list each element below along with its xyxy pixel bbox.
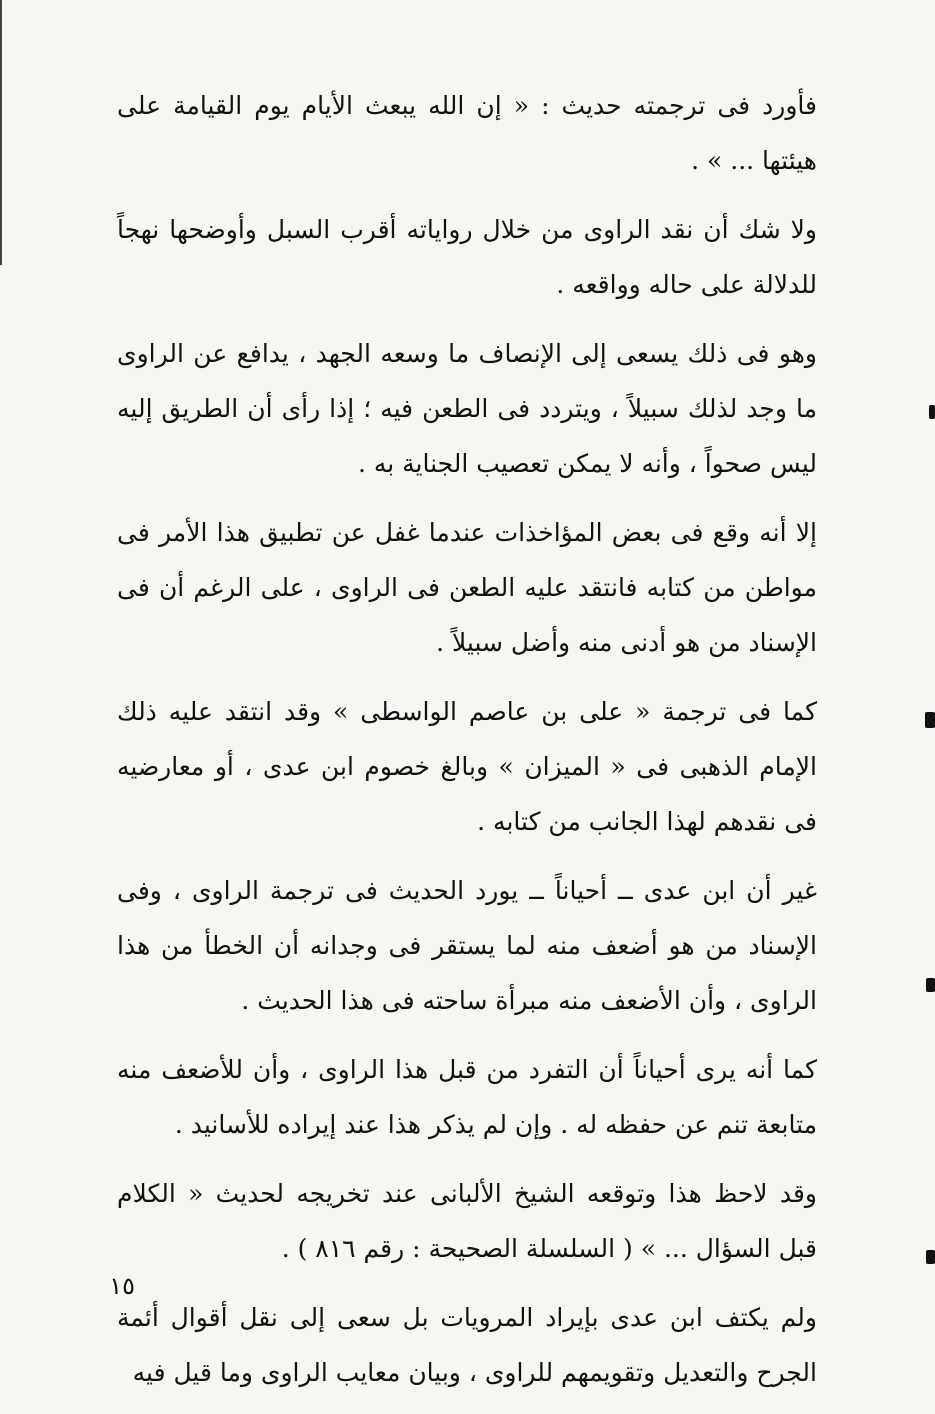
body-text (117, 78, 817, 1414)
scan-mark (926, 978, 935, 992)
scan-mark (925, 712, 935, 728)
paragraph-3: وهو فى ذلك يسعى إلى الإنصاف ما وسعه الجهد ، يدافع عن الراوى ما وجد لذلك سبيلاً ، ويتردد فى الطعن فيه ؛ إذا رأى أن الطريق إليه ليس صحواً ، وأنه لا يمكن تعصيب الجناية به . (117, 339, 817, 478)
paragraph-9: ولم يكتف ابن عدى بإيراد المرويات بل سعى إلى نقل أقوال أئمة الجرح والتعديل وتقويمهم للراوى ، وبيان معايب الراوى وما قيل فيه (117, 1303, 817, 1387)
scan-edge-line (0, 0, 2, 265)
paragraph-1: فأورد فى ترجمته حديث : « إن الله يبعث الأيام يوم القيامة على هيئتها ... » . (117, 91, 817, 175)
page-number: ١٥ (109, 1272, 135, 1300)
paragraph-7: كما أنه يرى أحياناً أن التفرد من قبل هذا الراوى ، وأن للأضعف منه متابعة تنم عن حفظه له . وإن لم يذكر هذا عند إيراده للأسانيد . (117, 1055, 817, 1139)
paragraph-5: كما فى ترجمة « على بن عاصم الواسطى » وقد انتقد عليه ذلك الإمام الذهبى فى « الميزان » وبالغ خصوم ابن عدى ، أو معارضيه فى نقدهم لهذا الجانب من كتابه . (117, 697, 817, 836)
scan-mark (926, 1250, 935, 1264)
paragraph-4: إلا أنه وقع فى بعض المؤاخذات عندما غفل عن تطبيق هذا الأمر فى مواطن من كتابه فانتقد عليه الطعن فى الراوى ، على الرغم أن فى الإسناد من هو أدنى منه وأضل سبيلاً . (117, 518, 817, 657)
scan-mark (929, 405, 935, 419)
paragraph-8: وقد لاحظ هذا وتوقعه الشيخ الألبانى عند تخريجه لحديث « الكلام قبل السؤال ... » ( السلسلة الصحيحة : رقم ٨١٦ ) . (117, 1179, 817, 1263)
paragraph-2: ولا شك أن نقد الراوى من خلال رواياته أقرب السبل وأوضحها نهجاً للدلالة على حاله وواقعه . (117, 215, 817, 299)
paragraph-6: غير أن ابن عدى ــ أحياناً ــ يورد الحديث فى ترجمة الراوى ، وفى الإسناد من هو أضعف منه لما يستقر فى وجدانه أن الخطأ من هذا الراوى ، وأن الأضعف منه مبرأة ساحته فى هذا الحديث . (117, 876, 817, 1015)
